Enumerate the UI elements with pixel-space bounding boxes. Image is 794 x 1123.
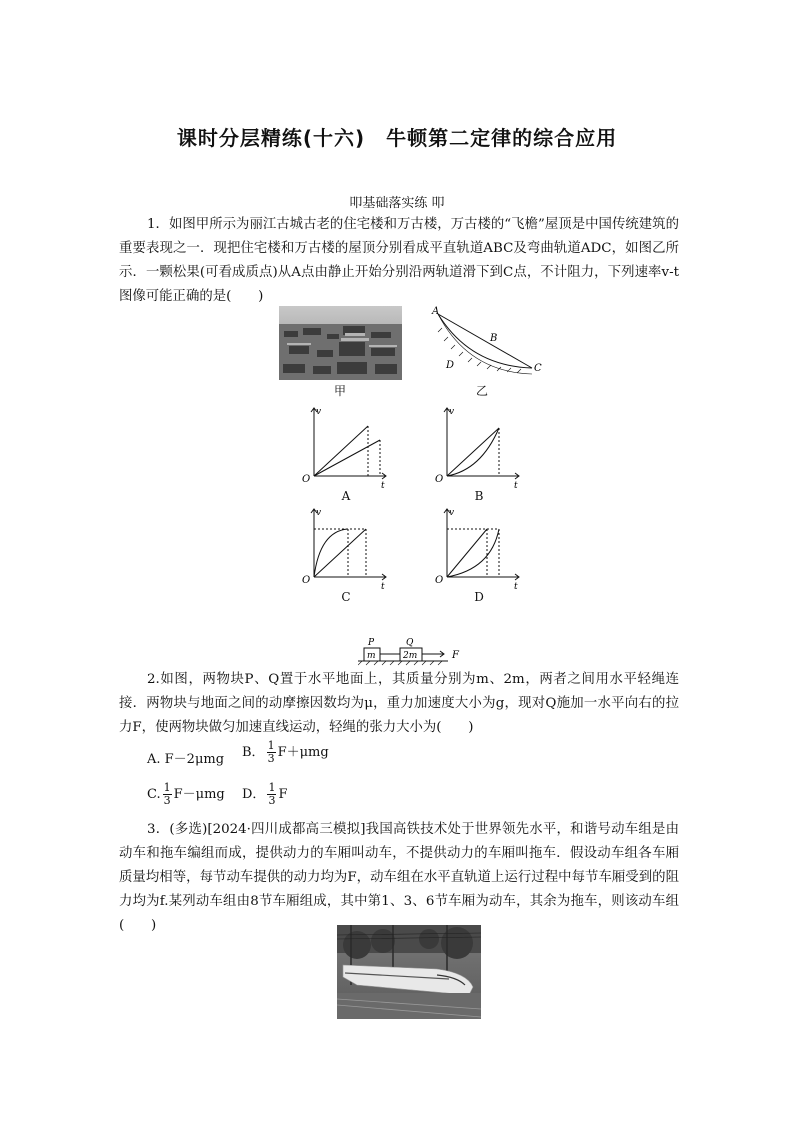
axis-v-label: v — [449, 508, 455, 518]
option-a: A. F－2μmg — [147, 752, 225, 767]
question-2-text — [119, 668, 679, 740]
fraction-numerator: 1 — [267, 739, 275, 752]
fraction-numerator: 1 — [268, 781, 276, 794]
track-label-d: D — [446, 360, 455, 371]
section-heading: 叩基础落实练 叩 — [349, 196, 445, 211]
axis-t-label: t — [381, 582, 385, 589]
track-label-b: B — [490, 333, 498, 344]
option-d-prefix: D． — [242, 787, 266, 802]
option-d — [242, 782, 287, 807]
figure-jia-label: 甲 — [333, 384, 346, 398]
fraction-one-third — [267, 740, 276, 765]
origin-label: O — [302, 474, 311, 485]
fraction-denominator: 3 — [163, 794, 171, 807]
block-p-label: P — [368, 638, 375, 648]
axis-v-label: v — [449, 407, 455, 417]
question-2-body: 2.如图，两物块P、Q置于水平地面上，其质量分别为m、2m，两者之间用水平轻绳连接．两物块与地面之间的动摩擦因数均为μ，重力加速度大小为g，现对Q施加一水平向右的拉力F，使两物块做匀加速直线运动，轻绳的张力大小为( ) — [119, 672, 679, 735]
question-3-text — [119, 818, 679, 938]
origin-label: O — [435, 575, 444, 586]
fraction-denominator: 3 — [268, 794, 276, 807]
train-photo — [337, 925, 481, 1019]
fraction-one-third — [267, 782, 276, 807]
axis-t-label: t — [514, 582, 518, 589]
graph-d — [429, 505, 525, 589]
graph-b-label: B — [474, 489, 484, 503]
page-title: 课时分层精练(十六) 牛顿第二定律的综合应用 — [176, 126, 618, 150]
option-b — [242, 740, 329, 765]
origin-label: O — [435, 474, 444, 485]
question-3-body: 3．(多选)[2024·四川成都高三模拟]我国高铁技术处于世界领先水平，和谐号动车组是由动车和拖车编组而成，提供动力的车厢叫动车，不提供动力的车厢叫拖车．假设动车组各车厢质量均相等，每节动车提供的动力均为F，动车组在水平直轨道上运行过程中每节车厢受到的阻力均为f.某列动车组由8节车厢组成，其中第1、3、6节车厢为动车，其余为拖车，则该动车组( ) — [119, 822, 679, 933]
track-diagram — [428, 304, 548, 380]
blocks-diagram — [358, 634, 468, 666]
graph-d-label: D — [474, 590, 484, 604]
option-d-expression: F — [278, 787, 288, 802]
option-c-expression: F－μmg — [173, 787, 225, 802]
graph-c — [296, 505, 392, 589]
option-c — [147, 782, 225, 807]
figure-yi-label: 乙 — [475, 384, 488, 398]
graph-b — [429, 404, 525, 488]
fraction-denominator: 3 — [267, 752, 275, 765]
fraction-one-third — [163, 782, 172, 807]
question-1-text — [119, 213, 679, 309]
graph-a-label: A — [341, 489, 351, 503]
track-label-c: C — [534, 363, 542, 374]
graph-c-label: C — [341, 590, 351, 604]
option-c-prefix: C. — [147, 787, 161, 802]
axis-v-label: v — [316, 508, 322, 518]
graph-a — [296, 404, 392, 488]
track-label-a: A — [432, 306, 440, 317]
fraction-numerator: 1 — [163, 781, 171, 794]
axis-v-label: v — [316, 407, 322, 417]
block-q-mass: 2m — [403, 651, 418, 661]
axis-t-label: t — [381, 481, 385, 488]
option-b-expression: F＋μmg — [277, 745, 329, 760]
question-1-body: 1．如图甲所示为丽江古城古老的住宅楼和万古楼，万古楼的“飞檐”屋顶是中国传统建筑的重要表现之一．现把住宅楼和万古楼的屋顶分别看成平直轨道ABC及弯曲轨道ADC，如图乙所示．一颗松果(可看成质点)从A点由静止开始分别沿两轨道滑下到C点，不计阻力，下列速率v-t图像可能正确的是( ) — [119, 217, 679, 304]
option-b-prefix: B． — [242, 745, 265, 760]
block-q-label: Q — [406, 638, 414, 648]
origin-label: O — [302, 575, 311, 586]
axis-t-label: t — [514, 481, 518, 488]
block-p-mass: m — [367, 651, 376, 661]
old-town-photo — [279, 306, 402, 380]
force-f-label: F — [452, 650, 459, 661]
